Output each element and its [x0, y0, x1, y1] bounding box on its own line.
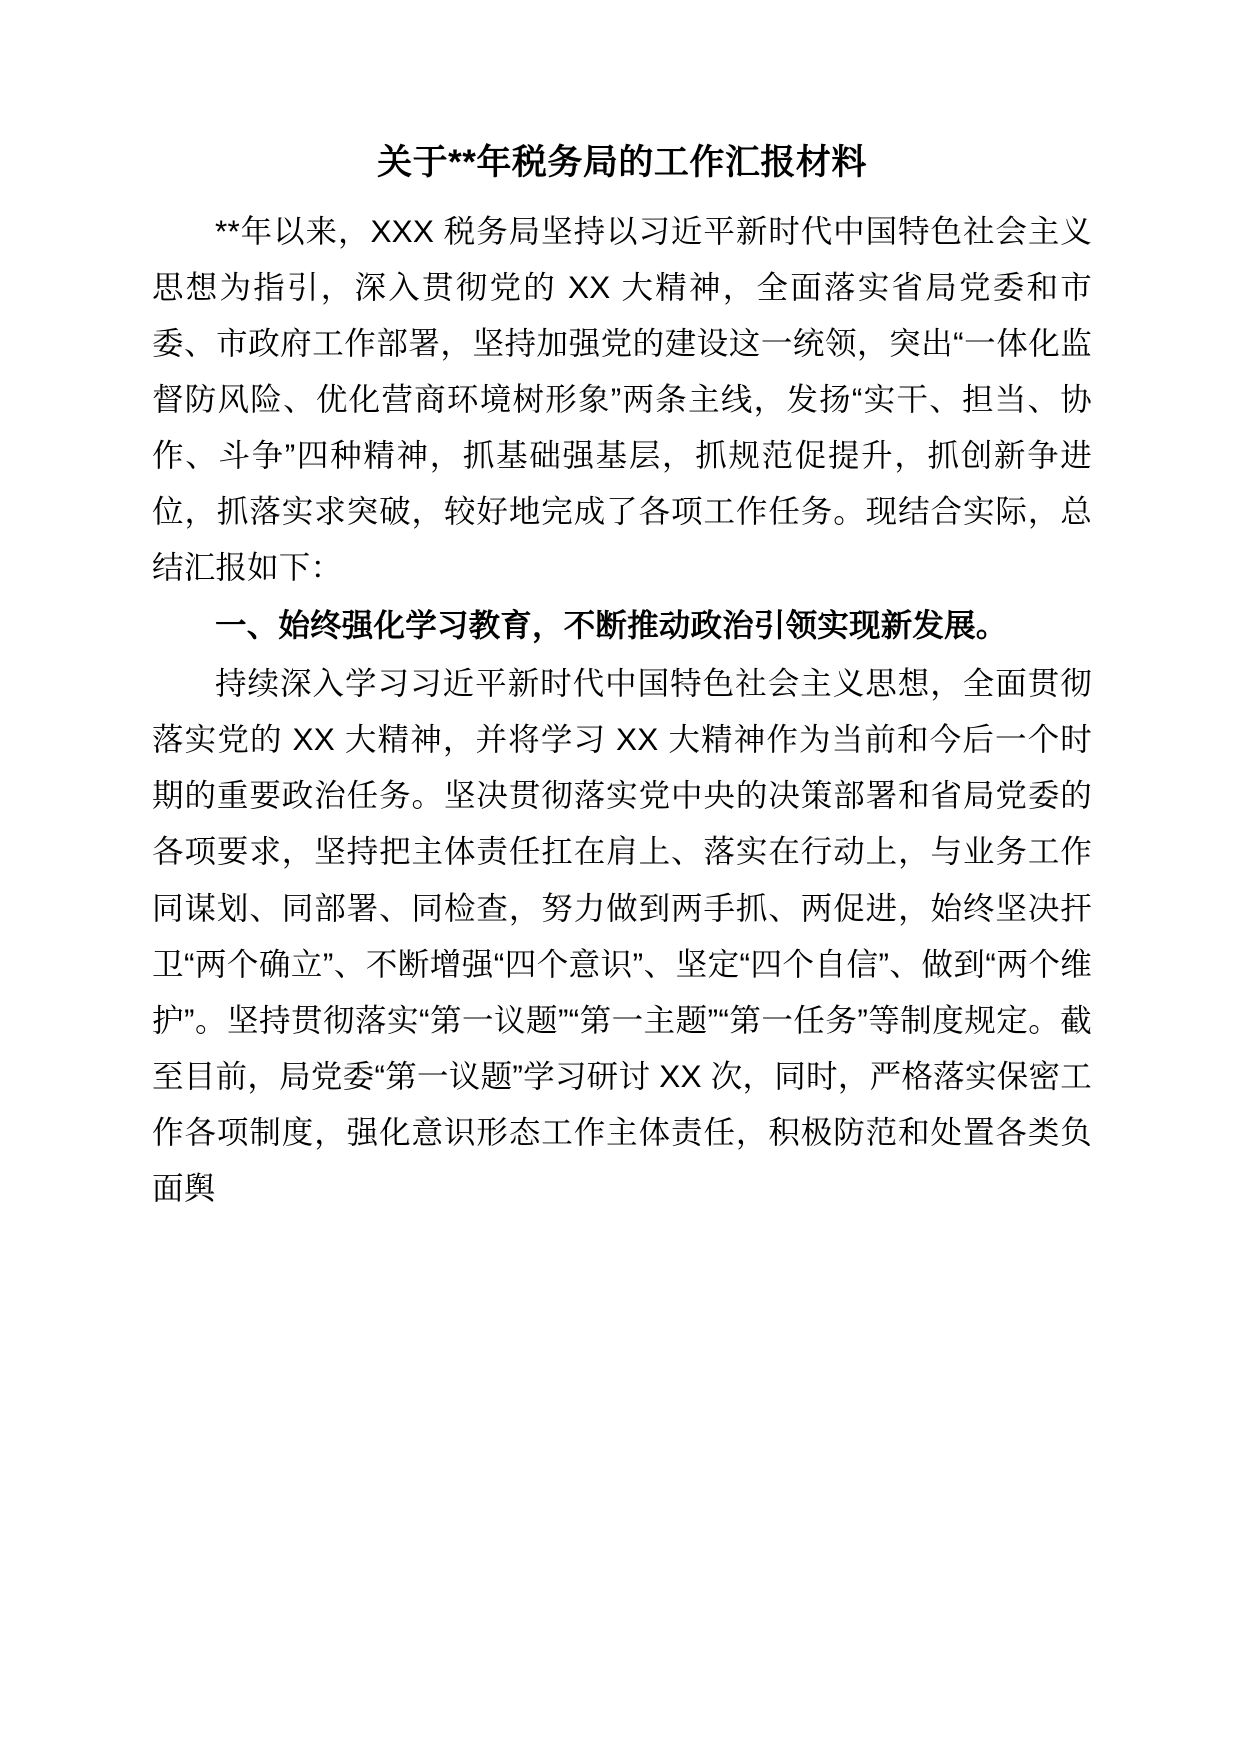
page-title: 关于**年税务局的工作汇报材料 — [377, 143, 867, 182]
section-heading-one: 一、始终强化学习教育，不断推动政治引领实现新发展。 — [215, 607, 1008, 644]
intro-paragraph: **年以来，XXX 税务局坚持以习近平新时代中国特色社会主义思想为指引，深入贯彻党的 XX 大精神，全面落实省局党委和市委、市政府工作部署，坚持加强党的建设这一统领，突出“一体化监督防风险、优化营商环境树形象”两条主线，发扬“实干、担当、协作、斗争”四种精神，抓基础强基层，抓规范促提升，抓创新争进位，抓落实求突破，较好地完成了各项工作任务。现结合实际，总结汇报如下： — [152, 212, 1092, 586]
section-one-body-paragraph: 持续深入学习习近平新时代中国特色社会主义思想，全面贯彻落实党的 XX 大精神，并将学习 XX 大精神作为当前和今后一个时期的重要政治任务。坚决贯彻落实党中央的决策部署和省局党委的各项要求，坚持把主体责任扛在肩上、落实在行动上，与业务工作同谋划、同部署、同检查，努力做到两手抓、两促进，始终坚决扞卫“两个确立”、不断增强“四个意识”、坚定“四个自信”、做到“两个维护”。坚持贯彻落实“第一议题”“第一主题”“第一任务”等制度规定。截至目前，局党委“第一议题”学习研讨 XX 次，同时，严格落实保密工作各项制度，强化意识形态工作主体责任，积极防范和处置各类负面舆 — [152, 665, 1092, 1206]
